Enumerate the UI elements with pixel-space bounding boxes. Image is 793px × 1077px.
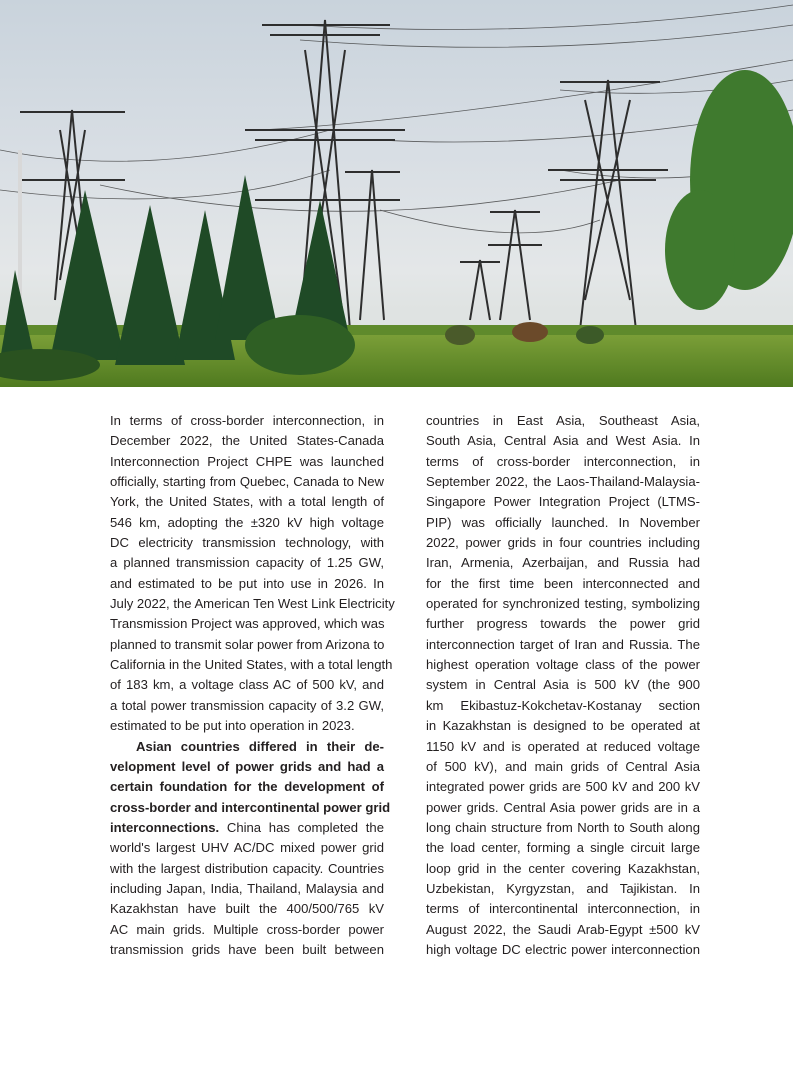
text-line: 2022, power grids in four countries including <box>426 535 700 551</box>
text-line: of 183 km, a voltage class AC of 500 kV, and <box>110 677 384 693</box>
text-line-rest: China has completed the <box>219 819 384 835</box>
text-line: officially, starting from Quebec, Canada to New <box>110 474 384 490</box>
text-line: of 500 kV), and main grids of Central Asia <box>426 758 700 774</box>
text-line: terms of cross-border interconnection, in <box>426 453 700 469</box>
text-line: highest operation voltage class of the power <box>426 657 700 673</box>
text-line: 1150 kV and is operated at reduced voltage <box>426 738 700 754</box>
text-line: a planned transmission capacity of 1.25 GW, <box>110 555 384 571</box>
text-line: In terms of cross-border interconnection, in <box>110 413 384 428</box>
text-line: with the largest distribution capacity. Countries <box>110 860 384 876</box>
text-line: km Ekibastuz-Kokchetav-Kostanay section <box>426 697 700 713</box>
text-line: further progress towards the power grid <box>426 616 700 632</box>
text-line: transmission grids have been built between <box>110 941 384 957</box>
text-line: Kazakhstan have built the 400/500/765 kV <box>110 901 384 917</box>
right-text-column <box>426 411 700 960</box>
tower-icons <box>18 20 668 330</box>
text-line: August 2022, the Saudi Arab-Egypt ±500 kV <box>426 921 700 937</box>
text-line: DC electricity transmission technology, with <box>110 535 384 551</box>
text-line-bold: certain foundation for the development of <box>110 779 384 795</box>
text-line: September 2022, the Laos-Thailand-Malaysia- <box>426 474 700 490</box>
left-text-column <box>110 411 395 960</box>
bold-lead-text: interconnections. <box>110 819 220 835</box>
text-line: PIP) was officially launched. In November <box>426 514 700 530</box>
text-line-bold: cross-border and intercontinental power grid <box>110 799 391 815</box>
text-line: Uzbekistan, Kyrgyzstan, and Tajikistan. In <box>426 880 700 896</box>
text-line: long chain structure from North to South along <box>426 819 700 835</box>
text-line: estimated to be put into operation in 2023. <box>110 718 355 734</box>
text-line: interconnection target of Iran and Russia. The <box>426 636 700 652</box>
text-line: December 2022, the United States-Canada <box>110 433 384 449</box>
text-line: Iran, Armenia, Azerbaijan, and Russia had <box>426 555 700 571</box>
text-line: loop grid in the center covering Kazakhstan, <box>426 860 700 876</box>
text-line: Transmission Project was approved, which was <box>110 616 385 632</box>
text-line: for the first time been interconnected and <box>426 575 700 591</box>
text-line <box>110 818 384 838</box>
text-line-bold: Asian countries differed in their de- <box>136 738 384 754</box>
text-line: 546 km, adopting the ±320 kV high voltage <box>110 514 384 530</box>
photo-illustration <box>0 0 793 387</box>
text-line: Singapore Power Integration Project (LTMS- <box>426 494 700 510</box>
text-line: terms of intercontinental interconnection, in <box>426 901 700 917</box>
text-line: California in the United States, with a total length <box>110 657 393 673</box>
text-line: integrated power grids are 500 kV and 200 kV <box>426 779 700 795</box>
text-line: South Asia, Central Asia and West Asia. In <box>426 433 700 449</box>
text-line: July 2022, the American Ten West Link Electricity <box>110 596 395 612</box>
text-line: power grids. Central Asia power grids are in a <box>426 799 700 815</box>
text-line: a total power transmission capacity of 3.2 GW, <box>110 697 384 713</box>
transmission-towers-photo <box>0 0 793 387</box>
text-line: and estimated to be put into use in 2026. In <box>110 575 384 591</box>
text-line: in Kazakhstan is designed to be operated at <box>426 718 700 734</box>
text-line: AC main grids. Multiple cross-border power <box>110 921 384 937</box>
text-line: York, the United States, with a total length of <box>110 494 384 510</box>
text-line-bold: velopment level of power grids and had a <box>110 758 384 774</box>
text-line: including Japan, India, Thailand, Malaysia and <box>110 880 384 896</box>
text-line: planned to transmit solar power from Arizona to <box>110 636 385 652</box>
text-line: countries in East Asia, Southeast Asia, <box>426 413 700 428</box>
power-lines <box>0 5 793 233</box>
text-line: world's largest UHV AC/DC mixed power grid <box>110 840 384 856</box>
text-line: the load center, forming a single circuit large <box>426 840 700 856</box>
text-line: operated for synchronized testing, symbolizing <box>426 596 700 612</box>
text-line: high voltage DC electric power interconnection <box>426 941 700 957</box>
deciduous-tree <box>665 70 793 310</box>
text-line: Interconnection Project CHPE was launched <box>110 453 384 469</box>
text-line: system in Central Asia is 500 kV (the 900 <box>426 677 700 693</box>
